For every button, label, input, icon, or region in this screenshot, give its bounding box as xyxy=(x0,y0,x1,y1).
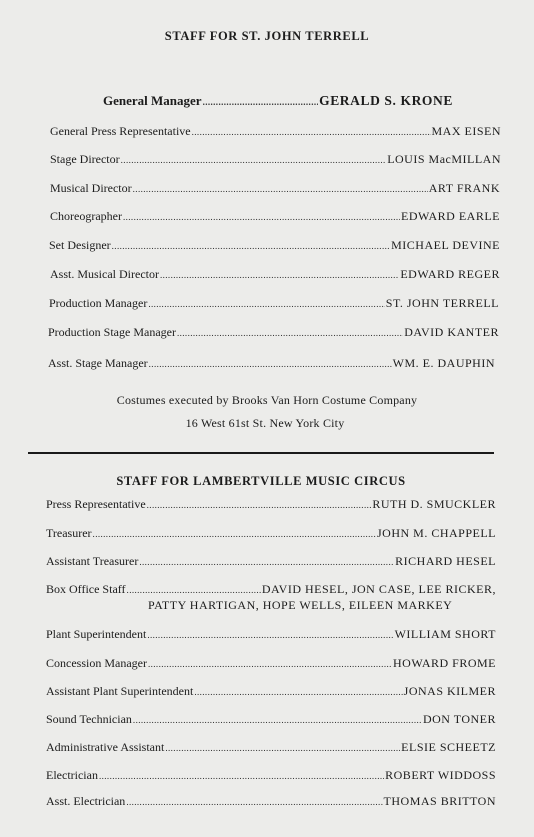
credit-row xyxy=(46,526,496,541)
credit-role: Sound Technician xyxy=(46,712,132,726)
credit-row xyxy=(49,238,500,253)
credit-role: Set Designer xyxy=(49,238,111,252)
leader-dots xyxy=(149,359,392,369)
credit-row xyxy=(50,124,501,139)
credit-row xyxy=(46,794,496,809)
credit-row xyxy=(46,497,496,512)
credit-role: Administrative Assistant xyxy=(46,740,165,754)
leader-dots xyxy=(165,743,400,753)
credit-role: Assistant Plant Superintendent xyxy=(46,684,194,698)
leader-dots xyxy=(177,328,403,338)
leader-dots xyxy=(194,687,402,697)
leader-dots xyxy=(192,127,431,137)
credit-row xyxy=(46,740,496,755)
terrell-staff-heading: STAFF FOR ST. JOHN TERRELL xyxy=(164,29,370,43)
leader-dots xyxy=(133,184,428,194)
leader-dots xyxy=(139,557,394,567)
credit-row xyxy=(46,656,496,671)
leader-dots xyxy=(148,659,392,669)
leader-dots xyxy=(112,241,390,251)
credit-role: Assistant Treasurer xyxy=(46,554,139,568)
credit-row xyxy=(46,627,496,642)
costumes-address: 16 West 61st St. New York City xyxy=(185,416,345,430)
credit-name: RUTH D. SMUCKLER xyxy=(372,497,496,511)
leader-dots xyxy=(148,299,384,309)
credit-name: DAVID HESEL, JON CASE, LEE RICKER, xyxy=(261,582,496,596)
credit-name: DAVID KANTER xyxy=(404,325,499,339)
credit-role: Electrician xyxy=(46,768,98,782)
credit-role: Asst. Musical Director xyxy=(50,267,159,281)
credit-name: ART FRANK xyxy=(428,181,500,195)
credit-name: HOWARD FROME xyxy=(392,656,496,670)
credit-name: EDWARD EARLE xyxy=(401,209,500,223)
credit-role: Asst. Electrician xyxy=(46,794,126,808)
leader-dots xyxy=(126,797,382,807)
credit-row xyxy=(50,267,500,282)
credit-name: DON TONER xyxy=(422,712,496,726)
credit-name: WILLIAM SHORT xyxy=(394,627,496,641)
general-manager-row xyxy=(103,93,453,109)
leader-dots xyxy=(147,630,393,640)
credit-role: Concession Manager xyxy=(46,656,147,670)
credit-name: JONAS KILMER xyxy=(403,684,496,698)
leader-dots xyxy=(127,585,261,595)
credit-row xyxy=(46,684,496,699)
credit-name: THOMAS BRITTON xyxy=(383,794,496,808)
credit-row xyxy=(50,209,500,224)
credit-name: RICHARD HESEL xyxy=(395,554,496,568)
section-divider xyxy=(28,452,494,454)
credit-row xyxy=(50,181,500,196)
leader-dots xyxy=(121,155,387,165)
leader-dots xyxy=(147,500,372,510)
credit-name: EDWARD REGER xyxy=(400,267,500,281)
credit-row xyxy=(46,554,496,569)
credit-role: Box Office Staff xyxy=(46,582,126,596)
credit-role: Treasurer xyxy=(46,526,92,540)
costumes-credit: Costumes executed by Brooks Van Horn Costume Company xyxy=(116,393,418,407)
credit-name: WM. E. DAUPHIN xyxy=(392,356,495,370)
credit-name: ROBERT WIDDOSS xyxy=(385,768,496,782)
leader-dots xyxy=(123,212,400,222)
leader-dots xyxy=(203,97,319,107)
credit-row xyxy=(46,712,496,727)
credit-name: JOHN M. CHAPPELL xyxy=(376,526,496,540)
leader-dots xyxy=(133,715,422,725)
lambertville-staff-heading: STAFF FOR LAMBERTVILLE MUSIC CIRCUS xyxy=(116,474,406,488)
credit-role: Production Manager xyxy=(49,296,148,310)
box-office-staff-continued: PATTY HARTIGAN, HOPE WELLS, EILEEN MARKEY xyxy=(148,598,453,612)
credit-role: Press Representative xyxy=(46,497,146,511)
credit-name: LOUIS MacMILLAN xyxy=(387,152,501,166)
credit-role: Production Stage Manager xyxy=(48,325,176,339)
credit-role: General Press Representative xyxy=(50,124,191,138)
credit-role: Asst. Stage Manager xyxy=(48,356,148,370)
credit-row xyxy=(46,768,496,783)
credit-role: Stage Director xyxy=(50,152,120,166)
credit-row xyxy=(48,356,495,371)
credit-name: ELSIE SCHEETZ xyxy=(401,740,496,754)
credit-row xyxy=(50,152,501,167)
credit-name: GERALD S. KRONE xyxy=(319,93,453,108)
credit-row xyxy=(49,296,499,311)
leader-dots xyxy=(99,771,384,781)
credit-row-box-office xyxy=(46,582,496,597)
leader-dots xyxy=(160,270,399,280)
credit-name: ST. JOHN TERRELL xyxy=(385,296,499,310)
credit-row xyxy=(48,325,499,340)
credit-role: Plant Superintendent xyxy=(46,627,147,641)
credit-role: Choreographer xyxy=(50,209,122,223)
leader-dots xyxy=(93,529,376,539)
credit-role: Musical Director xyxy=(50,181,132,195)
credit-name: MICHAEL DEVINE xyxy=(391,238,500,252)
credit-name: MAX EISEN xyxy=(431,124,501,138)
credit-role: General Manager xyxy=(103,93,202,108)
